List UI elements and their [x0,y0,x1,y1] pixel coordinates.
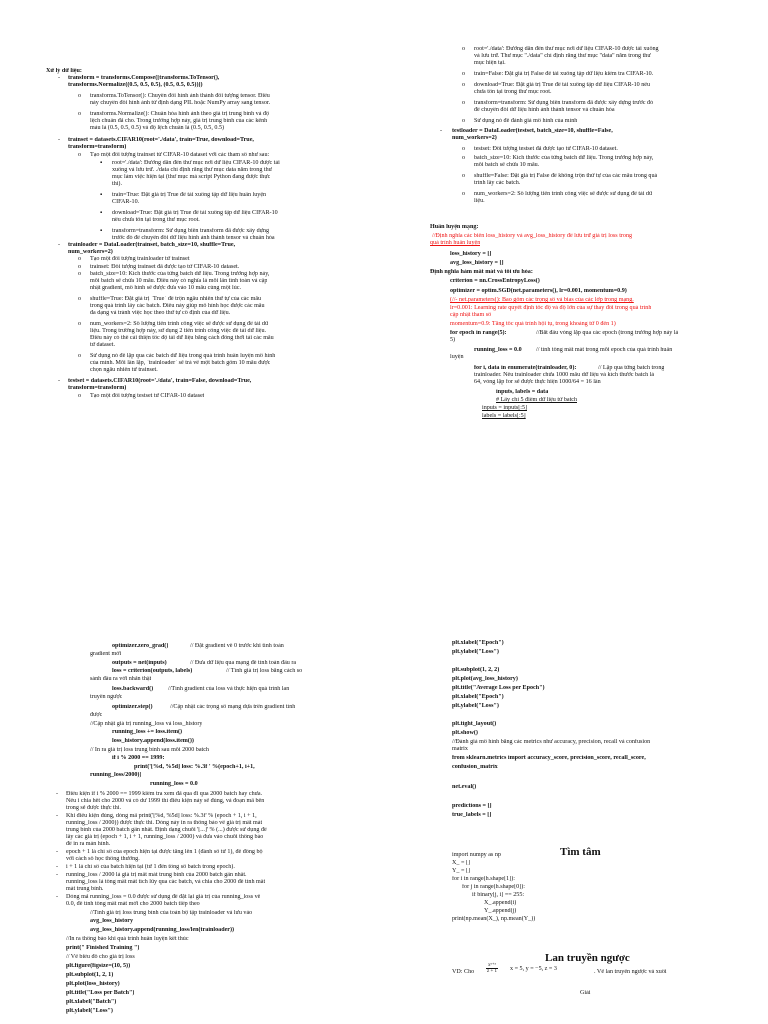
text-line: Dòng mã running_loss = 0.0 được sử dụng để đặt lại giá trị của running_loss về [66,894,261,900]
text-line: // Đưa dữ liệu qua mạng để tính toán đầu ra [190,660,297,666]
text-line: running_loss là tổng mất mát tích lũy qua các batch, và chia cho 2000 để tính mất [66,879,266,885]
text-line: confusion_matrix [452,764,498,770]
text-line: Tạo một đối tượng testset từ CIFAR-10 dataset [90,393,205,399]
text-line: for i in range(h.shape[1]): [452,876,515,882]
text-line: trong sẽ được thực thi. [66,805,122,811]
text-line: plt.plot(avg_loss_history) [452,676,518,682]
text-line: trình lấy các batch. [474,180,521,186]
text-line: x = 5, y = −5, z = 3 [510,966,557,972]
text-line: Khi điều kiện đúng, dòng mã print('[%d, %5d] loss: %.3f' % (epoch + 1, i + 1, [66,813,257,819]
text-line: - [58,242,61,248]
text-line: print(" Finished Training ") [66,945,140,951]
text-line: màu là (0.5, 0.5, 0.5) và độ lệch chuẩn là (0.5, 0.5, 0.5) [90,125,225,131]
text-line: Y_ = [] [452,868,470,874]
text-line: print(np.mean(X_), np.mean(Y_)) [452,916,536,922]
text-line: (//- net.parameters(): Bao gồm các trọng số và bias của các lớp trong mạng. [450,297,634,303]
text-line: inputs = inputs[:5] [482,405,528,411]
text-line: o [462,46,466,52]
text-line: - [56,872,59,878]
text-line: o [78,152,82,158]
text-line: running_loss / 2000)) được thực thi. Dòng này in ra thông báo về giá trị mất mát [66,820,263,826]
text-line: Y_.append(j) [484,908,517,914]
text-line: plt.ylabel("Loss") [66,1008,113,1014]
text-line: transform=transform: Sử dụng biến transform đã được xây dựng [112,228,270,234]
text-line: for j in range(h.shape[0]): [462,884,525,890]
text-line: optimizer = optim.SGD(net.parameters(), lr=0.001, momentum=0.9) [450,288,627,294]
text-line: //Cập nhật các trọng số mạng dựa trên gradient tính [170,704,296,710]
text-line: plt.xlabel("Epoch") [452,694,504,700]
text-line: mát trung bình. [66,886,104,892]
formula-fraction [486,963,498,974]
text-line: transform = transforms.Compose([transforms.ToTensor(), [68,75,220,81]
text-line: from sklearn.metrics import accuracy_score, precision_score, recall_score, [452,755,646,761]
text-line: // In ra giá trị loss trung bình sau mỗi 2000 batch [90,747,209,753]
text-line: criterion = nn.CrossEntropyLoss() [450,278,540,284]
text-line: transform=transform) [68,385,127,391]
text-line: avg_loss_history.append(running_loss/len(trainloader)) [90,927,235,933]
text-line: 64, vòng lặp for sẽ được thực hiện 1000/64 = 16 lần [474,379,601,385]
text-line: o [78,256,82,262]
text-line: //In ra thông báo khi quá trình huấn luyện kết thúc [66,936,189,942]
text-line: o [78,296,82,302]
text-line: Xử lý dữ liệu: [46,68,82,74]
text-line: Sử dụng nó để đánh giá mô hình của mình [474,118,578,124]
text-line: optimizer.zero_grad() [112,643,169,649]
text-line: o [462,118,466,124]
text-line: if i % 2000 == 1999: [112,755,165,761]
text-line: train=True: Đặt giá trị True để tải xuống tập dữ liệu huấn luyện [112,192,267,198]
text-line: matrix [452,746,468,752]
text-line: o [462,71,466,77]
text-line: num_workers=2: Số lượng tiến trình công việc sẽ được sử dụng để tải dữ [474,191,653,197]
section-heading: Lan truyền ngược [545,952,630,964]
text-line: o [462,173,466,179]
text-line: lệch chuẩn đã cho. Trong trường hợp này, giá trị trung bình của các kênh [90,118,268,124]
text-line: nhật gradient, mô hình sẽ được đưa vào 10 mẫu cùng một lúc. [90,285,241,291]
text-line: o [78,264,82,270]
text-line: chọn ngẫu nhiên từ trainset. [90,367,158,373]
text-line: loss = criterion(outputs, labels) [112,668,193,674]
text-line: Tạo một đối tượng trainloader từ trainset [90,256,190,262]
text-line: shuffle=True: Đặt giá trị `True` để trộn ngẫu nhiên thứ tự của các mẫu [90,296,262,302]
text-line: plt.show() [452,730,478,736]
text-line: loss_history.append(loss.item()) [112,738,194,744]
text-line: lấy các giá trị (epoch + 1, i + 1, running_loss / 2000) và đưa vào chuỗi thông báo [66,834,264,840]
text-line: Định nghĩa hàm mất mát và tối ưu hóa: [430,269,533,275]
text-line: testloader = DataLoader(testset, batch_size=10, shuffle=False, [452,128,613,134]
text-line: này chuyển đổi hình ảnh từ định dạng PIL hoặc NumPy array sang tensor. [90,100,271,106]
text-line: trainloader = DataLoader(trainset, batch_size=10, shuffle=True, [68,242,236,248]
text-line: avg_loss_history [90,918,133,924]
text-line: thi). [112,181,122,187]
text-line: CIFAR-10. [112,199,140,205]
text-line: . Vẽ lan truyền ngược và xuôi [594,969,667,975]
text-line: mục làm việc hiện tại (thư mục mà script Python đang được thực [112,174,271,180]
text-line: 0.0, để tính tổng mất mát mới cho 2000 batch tiếp theo [66,901,200,907]
text-line: // tính tổng mất mát trong mỗi epoch của quá trình huấn [536,347,673,353]
text-line: 5) [450,337,456,343]
text-line: for epoch in range(5): [450,330,507,336]
text-line: // Lặp qua từng batch trong [598,365,665,371]
text-line: để in ra màn hình. [66,841,111,847]
text-line: X_ = [] [452,860,470,866]
text-line: print('[%d, %5d] loss: %.3f ' %(epoch+1, i+1, [134,764,255,770]
text-line: của mình. Mỗi lần lặp, `trainloader` sẽ trả về một batch gồm 10 mẫu được [90,360,271,366]
formula-numerator: xʸ⁺ᶻ [488,963,496,968]
text-line: optimizer.step() [112,704,153,710]
text-line: download=True: Đặt giá trị True để tải xuống tập dữ liệu CIFAR-10 [112,210,278,216]
text-line: transforms.ToTensor(): Chuyển đổi hình ảnh thành đối tượng tensor. Điều [90,93,270,99]
text-line: - [56,894,59,900]
text-line: Huấn luyện mạng: [430,224,479,230]
text-line: inputs, labels = data [496,389,549,395]
text-line: train=False: Đặt giá trị False để tải xuống tập dữ liệu kiểm tra CIFAR-10. [474,71,654,77]
text-line: Giải [580,990,591,996]
text-line: o [78,93,82,99]
text-line: download=True: Đặt giá trị True để tải xuống tập dữ liệu CIFAR-10 nếu [474,82,650,88]
text-line: - [58,378,61,384]
text-line: running_loss = 0.0 [150,781,198,787]
text-line: Điều kiện if i % 2000 == 1999 kiểm tra xem đã qua đi qua 2000 batch hay chưa. [66,791,263,797]
text-line: loss_history = [] [450,251,492,257]
text-line: - [56,849,59,855]
text-line: batch_size=10: Kích thước của từng batch dữ liệu. Trong trường hợp này, [90,271,270,277]
text-line: gradient mới [90,651,122,657]
text-line: transform=transform) [68,144,127,150]
text-line: num_workers=2) [68,249,113,255]
text-line: - [56,864,59,870]
text-line: o [462,100,466,106]
text-line: o [78,393,82,399]
text-line: lr=0.001: Learning rate quyết định tốc độ và độ lớn của sự thay đổi trong quá trình [450,305,652,311]
text-line: - [56,791,59,797]
text-line: net.eval() [452,784,477,790]
text-line: plt.plot(loss_history) [66,981,120,987]
text-line: //Bắt đầu vòng lặp qua các epoch (trong trường hợp này là [536,330,679,336]
text-line: transforms.Normalize(): Chuẩn hóa hình ảnh theo giá trị trung bình và độ [90,111,270,117]
text-line: trainset: Đối tượng trainset đã được tạo từ CIFAR-10 dataset. [90,264,240,270]
text-line: ▪ [100,228,103,234]
text-line: trung bình của 2000 batch gần nhất. Định dạng chuỗi '[...]' % (...) được sử dụng để [66,827,267,833]
text-line: //Định nghĩa các biến loss_history và avg_loss_history để lưu trữ giá trị loss trong [432,233,633,239]
text-line: predictions = [] [452,803,492,809]
text-line: trainset = datasets.CIFAR10(root='./data', train=True, download=True, [68,137,254,143]
text-line: momentum=0.9: Tăng tốc quá trình hội tụ, trong khoảng từ 0 đến 1) [450,321,616,327]
text-line: ▪ [100,160,103,166]
text-line: //Cập nhật giá trị running_loss và loss_history [90,721,203,727]
text-line: shuffle=False: Đặt giá trị False để không trộn thứ tự của các mẫu trong quá [474,173,658,179]
text-line: Tạo một đối tượng trainset từ CIFAR-10 dataset với các tham số như sau: [90,152,270,158]
text-line: import numpy as np [452,852,501,858]
text-line: cập nhật tham số [450,312,492,318]
text-line: # Lấy chỉ 5 điểm dữ liệu từ batch [496,397,578,403]
text-line: root='./data': Đường dẫn đến thư mục nơi dữ liệu CIFAR-10 được tải [112,160,280,166]
text-line: ▪ [100,210,103,216]
text-line: và lưu trữ. Thư mục "./data" chỉ định rằng thư mục "data" nằm trong thư [474,53,651,59]
text-line: o [462,82,466,88]
text-line: plt.figure(figsize=(10, 5)) [66,963,131,969]
text-line: i + 1 là chỉ số của batch hiện tại (từ 1 đến tổng số batch trong epoch). [66,864,235,870]
text-line: avg_loss_history = [] [450,260,504,266]
text-line: với cách số học thông thường. [66,856,140,862]
text-line: xuống và lưu trữ. ./data chỉ định rằng thư mục data nằm trong thư [112,167,272,173]
text-line: đa dạng và tránh việc học theo thứ tự cố định của dữ liệu. [90,310,231,316]
text-line: o [78,111,82,117]
text-line: - [56,813,59,819]
text-line: luyện [450,354,464,360]
text-line: - [440,128,443,134]
text-line: sánh đầu ra với nhãn thật [90,676,152,682]
text-line: truyền ngược [90,694,123,700]
text-line: được [90,712,103,718]
text-line: - [58,137,61,143]
text-line: từ dataset. [90,342,115,348]
text-line: plt.title("Average Loss per Epoch") [452,685,545,691]
text-line: // Vẽ biểu đồ cho giá trị loss [66,954,135,960]
text-line: running_loss / 2000 là giá trị mất mát trung bình của 2000 batch gần nhất. [66,872,247,878]
text-line: outputs = net(inputs) [112,660,167,666]
text-line: // Đặt gradient về 0 trước khi tính toán [190,643,284,649]
text-line: plt.xlabel("Batch") [66,999,117,1005]
text-line: Nếu i chia hết cho 2000 và có dư 1999 thì điều kiện này sẽ đúng, và đoạn mã bên [66,798,265,804]
text-line: mục hiện tại. [474,60,506,66]
text-line: //Tính gradient của loss và thực hiện quá trình lan [168,686,290,692]
text-line: o [462,146,466,152]
text-line: o [78,271,82,277]
text-line: o [78,321,82,327]
text-line: transform=transform: Sử dụng biến transform đã được xây dựng trước đó [474,100,654,106]
text-line: Sử dụng nó để lặp qua các batch dữ liệu trong quá trình huấn luyện mô hình [90,353,276,359]
text-line: o [462,191,466,197]
text-line: true_labels = [] [452,812,492,818]
text-line: //Tính giá trị loss trung bình của toàn bộ tập trainloader và lưu vào [90,910,253,916]
text-line: trước đó để chuyển đổi dữ liệu hình ảnh thành tensor và chuẩn hóa [112,235,275,241]
text-line: trainloader. Nếu trainloader chứa 1000 mẫu dữ liệu và kích thước batch là [474,372,655,378]
text-line: o [78,353,82,359]
text-line: Điều này có thể cải thiện tốc độ tải dữ liệu bằng cách đồng thời tải các mẫu [90,335,274,341]
text-line: ▪ [100,192,103,198]
text-line: testset: Đối tượng testset đã được tạo từ CIFAR-10 dataset. [474,146,618,152]
formula-denominator: z + 1 [486,969,498,974]
text-line: quá trình huấn luyện [430,240,481,246]
text-line: num_workers=2) [452,135,497,141]
text-line: batch_size=10: Kích thước của từng batch dữ liệu. Trong trường hợp này, [474,155,654,161]
text-line: transforms.Normalize((0.5, 0.5, 0.5), (0.5, 0.5, 0.5))]) [68,82,203,88]
text-line: để chuyển đổi dữ liệu hình ảnh thành tensor và chuẩn hóa [474,107,615,113]
text-line: plt.title("Loss per Batch") [66,990,135,996]
text-line: mỗi batch sẽ chứa 10 mẫu. Điều này có nghĩa là mỗi lần tính toán và cập [90,278,268,284]
text-line: //Đánh giá mô hình bằng các metrics như accuracy, precision, recall và confusion [452,739,651,745]
text-line: labels = labels[:5] [482,413,526,419]
text-line: - [58,75,61,81]
text-line: nếu chưa tồn tại trong thư mục root. [112,217,200,223]
text-line: plt.xlabel("Epoch") [452,640,504,646]
text-line: X_.append(i) [484,900,517,906]
text-line: VD: Cho [452,969,475,975]
section-heading: Tìm tâm [560,846,601,858]
text-line: num_workers=2: Số lượng tiến trình công việc sẽ được sử dụng để tải dữ [90,321,269,327]
text-line: mỗi batch sẽ chứa 10 mẫu. [474,162,540,168]
text-line: liệu. Trong trường hợp này, sử dụng 2 tiến trình công việc để tải dữ liệu. [90,328,267,334]
text-line: plt.ylabel("Loss") [452,649,499,655]
text-line: // Tính giá trị loss bằng cách so [226,668,303,674]
text-line: o [462,155,466,161]
text-line: liệu. [474,198,485,204]
text-line: running_loss/2000)) [90,772,142,778]
text-line: epoch + 1 là chỉ số của epoch hiện tại được tăng lên 1 (đánh số từ 1), để đồng bộ [66,849,263,855]
text-line: plt.ylabel("Loss") [452,703,499,709]
text-line: trong quá trình lấy các batch. Điều này giúp mô hình học được các mẫu [90,303,265,309]
text-line: plt.tight_layout() [452,721,497,727]
text-line: chưa tồn tại trong thư mục root. [474,89,552,95]
text-line: running_loss += loss.item() [112,729,183,735]
text-line: root='./data': Đường dẫn đến thư mục nơi dữ liệu CIFAR-10 được tải xuống [474,46,659,52]
text-line: for i, data in enumerate(trainloader, 0): [474,365,577,371]
text-line: running_loss = 0.0 [474,347,522,353]
text-line: plt.subplot(1, 2, 1) [66,972,114,978]
text-line: testset = datasets.CIFAR10(root='./data', train=False, download=True, [68,378,252,384]
text-line: plt.subplot(1, 2, 2) [452,667,500,673]
text-line: loss.backward() [112,686,154,692]
text-line: if binary[j, i] == 255: [472,892,525,898]
